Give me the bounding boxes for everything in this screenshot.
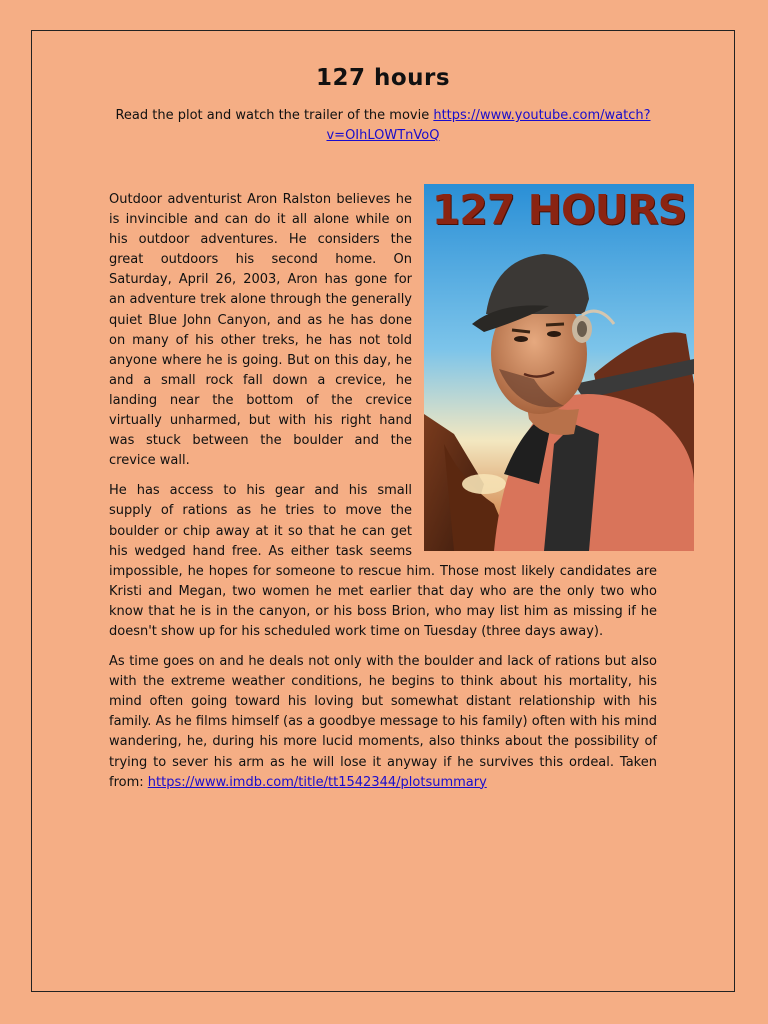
plot-text [109,186,687,793]
page-title: 127 hours [315,65,451,91]
movie-poster [424,184,694,551]
intro-text: Read the plot and watch the trailer of the movie [115,108,434,123]
document-content [109,62,687,803]
plot-paragraph-3 [109,652,657,793]
poster-image [424,184,694,551]
plot-paragraph-3-text: As time goes on and he deals not only with the boulder and lack of rations but also with the extreme weather conditions, he begins to think about his mortality, his mind often going toward his loving but somewhat distant relationship with his family. As he films himself (as a goodbye message to his family) often with his mind wandering, he, during his more lucid moments, also thinks about the possibility of trying to sever his arm as he will lose it anyway if he survives this ordeal. Taken from: [109,654,657,790]
plot-paragraph-1: Outdoor adventurist Aron Ralston believes he is invincible and can do it all alone while on his outdoor adventures. He considers the great outdoors his second home. On Saturday, April 26, 2003, Aron has gone for an adventure trek alone through the generally quiet Blue John Canyon, and as he has done on many of his other treks, he has not told anyone where he is going. But on this day, he and a small rock fall down a crevice, he landing near the bottom of the crevice virtually unharmed, but with his right hand was stuck between the boulder and the crevice wall. [109,192,412,469]
trailer-link[interactable]: https://www.youtube.com/watch?v=OIhLOWTnVoQ [326,108,651,143]
plot-paragraph-2: He has access to his gear and his small supply of rations as he tries to move the boulder or chip away at it so that he can get his wedged hand free. As either task seems impossible, he hopes for someone to rescue him. Those most likely candidates are Kristi and Megan, two women he met earlier that day who are the only two who know that he is in the canyon, or his boss Brion, who may list him as missing if he doesn't show up for his scheduled work time on Tuesday (three days away). [109,483,657,639]
imdb-source-link[interactable]: https://www.imdb.com/title/tt1542344/plotsummary [147,774,487,790]
poster-title: 127 HOURS [431,186,687,234]
intro-line [109,106,657,146]
